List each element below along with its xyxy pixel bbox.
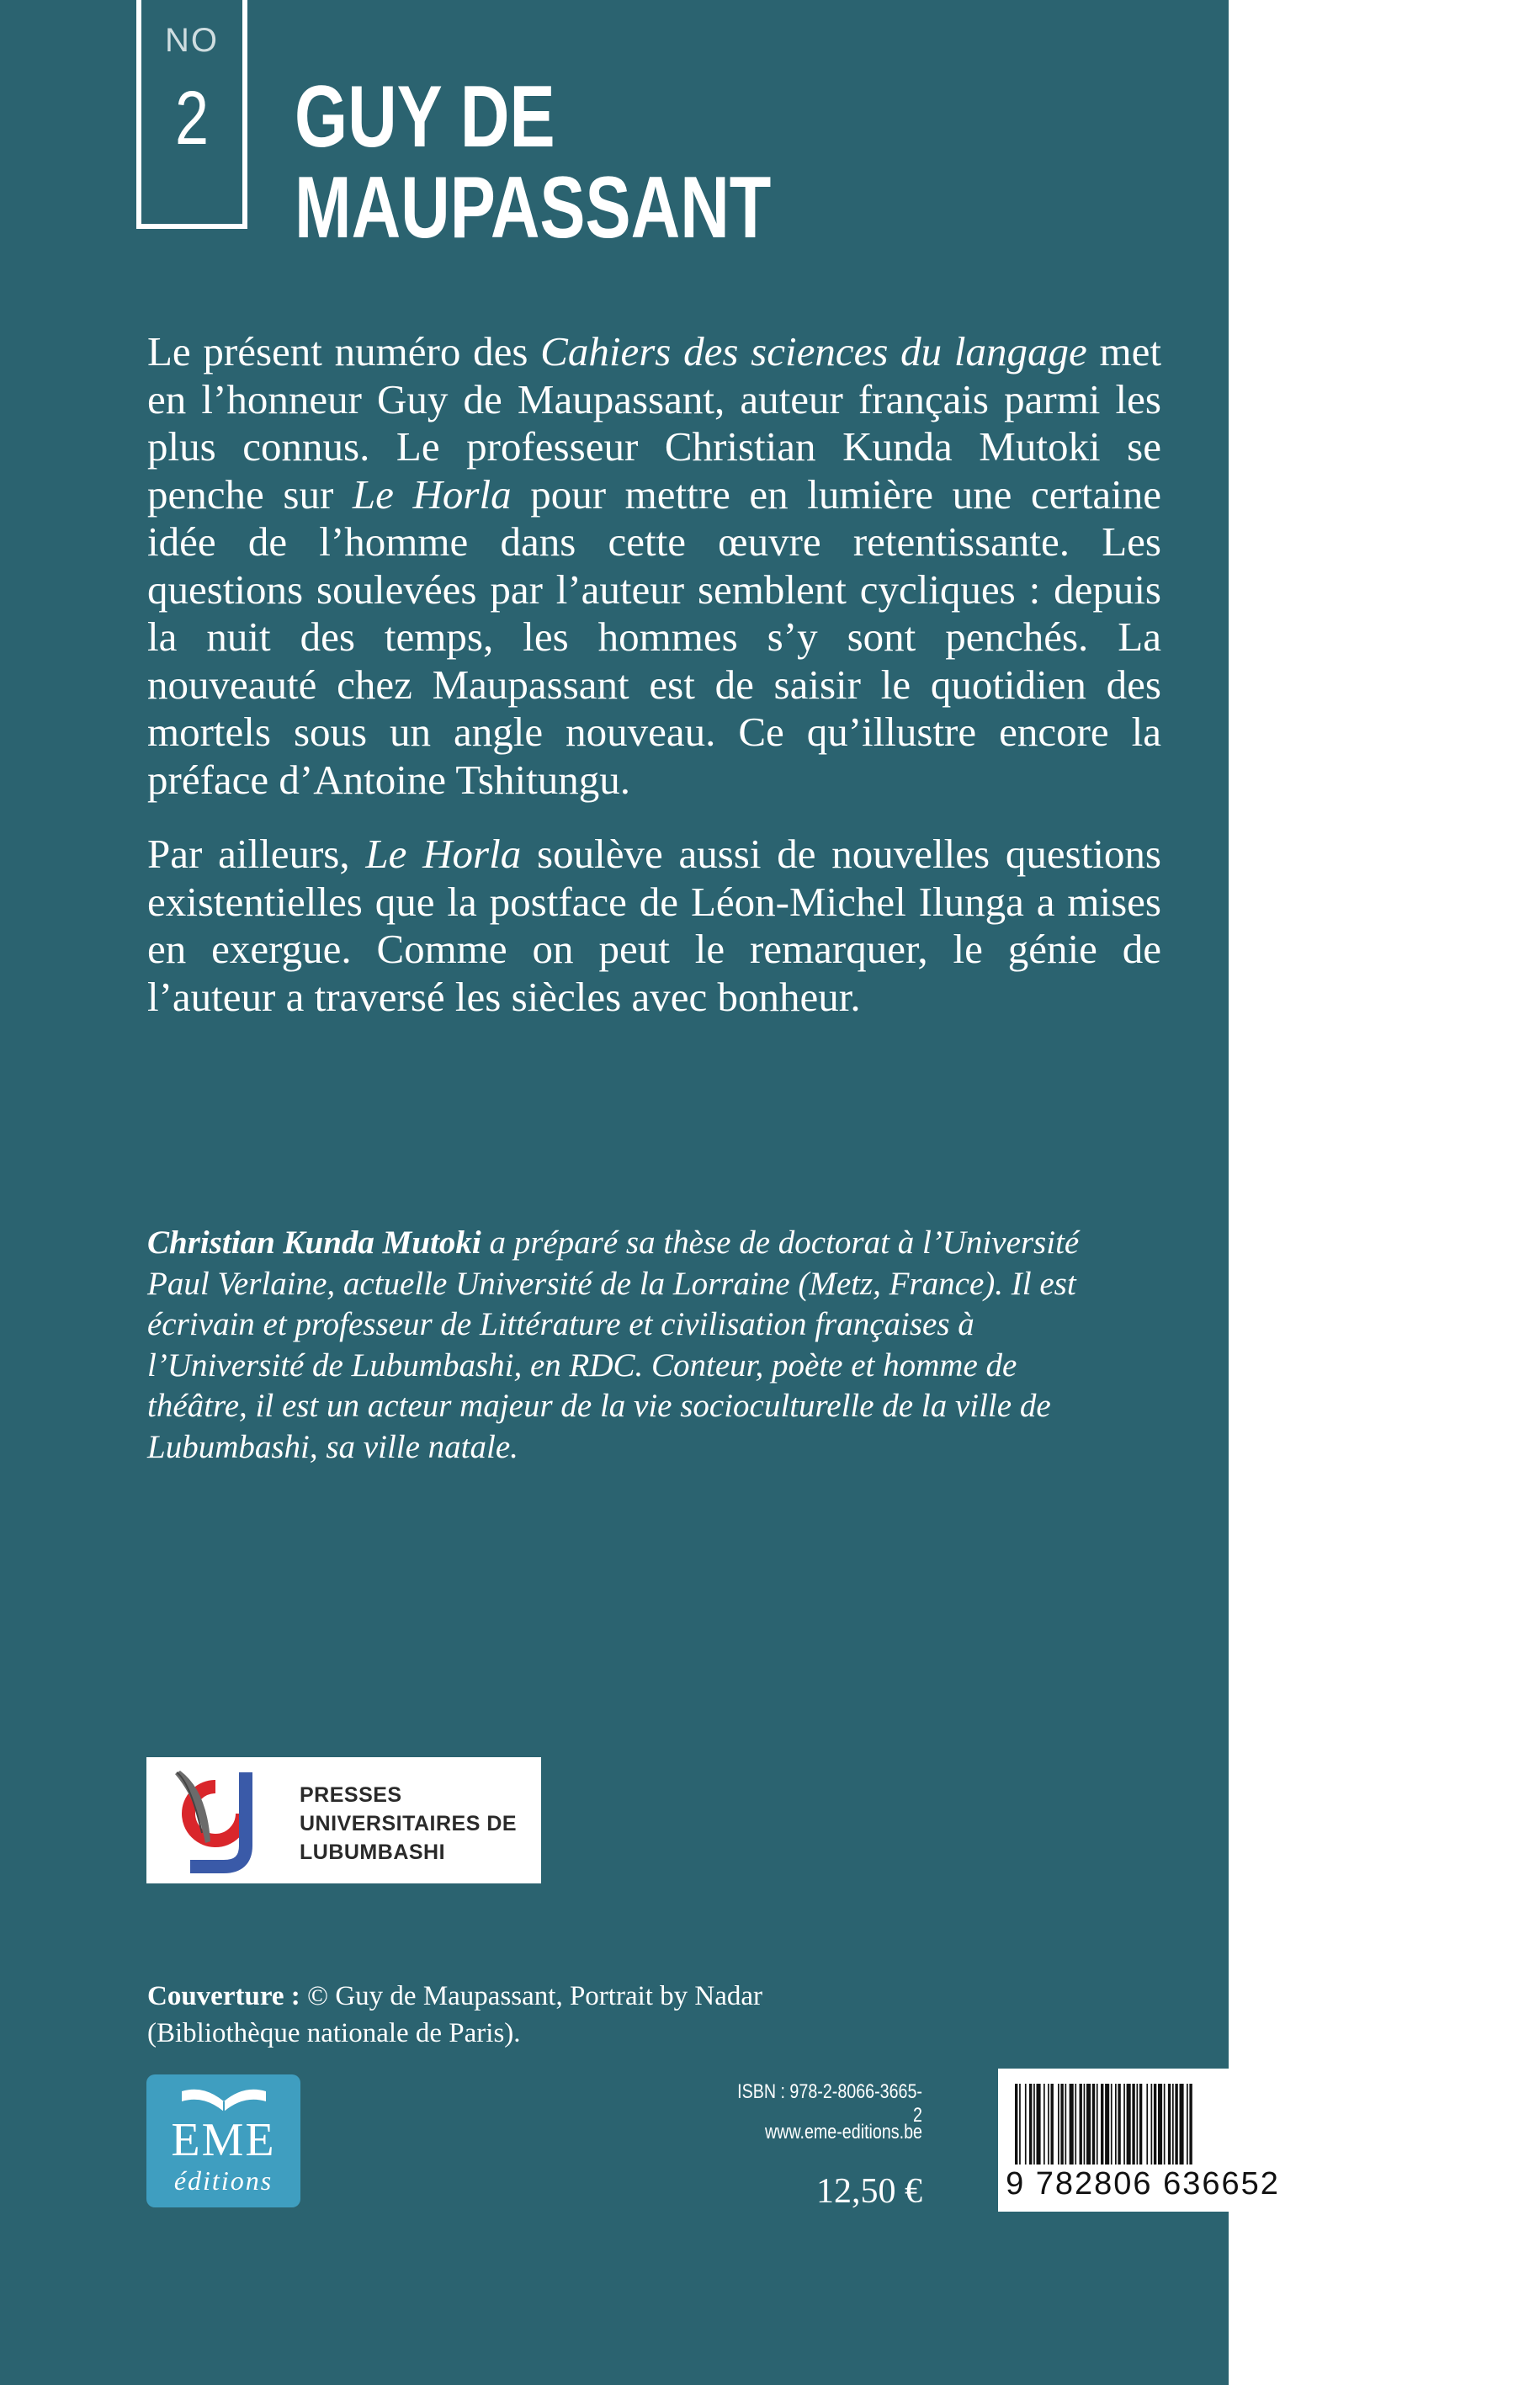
summary-p1-part-c: pour mettre en lumière une certaine idée de l’homme dans cette œuvre retentissante. Les questions soulevées par l’auteur semblent cycliques : depuis la nuit des temps, les hommes s’y sont penchés. La nouveauté chez Maupassant est de saisir le quotidien des mortels sous un angle nouveau. Ce qu’illustre encore la préface d’Antoine Tshitungu. [147, 470, 1161, 803]
credit-text-line2: (Bibliothèque nationale de Paris). [147, 2018, 521, 2048]
barcode-number: 9 782806 636652 [1006, 2166, 1280, 2202]
author-bio-text: a préparé sa thèse de doctorat à l’Université Paul Verlaine, actuelle Université de la Lorraine (Metz, France). Il est écrivain et professeur de Littérature et civilisation françaises à l’Université de Lubumbashi, en RDC. Conteur, poète et homme de théâtre, il est un acteur majeur de la vie socioculturelle de la ville de Lubumbashi, sa ville natale. [147, 1224, 1080, 1465]
barcode-bar [1043, 2084, 1045, 2165]
barcode-bar [1164, 2084, 1166, 2165]
barcode-bar [1187, 2084, 1188, 2165]
barcode-bar [1037, 2084, 1041, 2165]
barcode-bar [1132, 2084, 1134, 2165]
barcode-bar [1048, 2084, 1049, 2165]
price: 12,50 € [816, 2172, 922, 2211]
eme-logo-subtext: éditions [173, 2165, 273, 2196]
barcode-bar [1019, 2084, 1021, 2165]
credit-text-line1: © Guy de Maupassant, Portrait by Nadar [300, 1981, 763, 2011]
barcode-bar [1058, 2084, 1059, 2165]
open-book-icon [178, 2083, 269, 2113]
summary-paragraph-2 [147, 831, 1161, 1021]
quill-logo-icon [165, 1766, 283, 1875]
barcode-bar [1115, 2084, 1117, 2165]
barcode-bar [1060, 2084, 1063, 2165]
eme-editions-logo [146, 2074, 300, 2207]
credit-label: Couverture : [147, 1981, 300, 2011]
summary-text [147, 328, 1161, 1048]
barcode-bar [1154, 2084, 1156, 2165]
barcode-bar [1065, 2084, 1067, 2165]
barcode-bar [1105, 2084, 1109, 2165]
barcode-bar [1146, 2084, 1148, 2165]
barcode-bar [1070, 2084, 1074, 2165]
barcode-bar [1189, 2084, 1192, 2165]
work-title: Le Horla [365, 831, 522, 877]
barcode-bar [1168, 2084, 1171, 2165]
summary-p2-part-b: soulève aussi de nouvelles questions existentielles que la postface de Léon-Michel Ilunga a mises en exergue. Comme on peut le remarquer, le génie de l’auteur a traversé les siècles avec bonheur. [147, 831, 1161, 1020]
barcode [998, 2069, 1288, 2212]
barcode-bar [1092, 2084, 1095, 2165]
barcode-bar [1172, 2084, 1174, 2165]
work-title: Le Horla [352, 470, 512, 518]
barcode-bar [1139, 2084, 1142, 2165]
publisher-logo [146, 1757, 541, 1883]
barcode-bar [1101, 2084, 1103, 2165]
barcode-bar [1127, 2084, 1131, 2165]
summary-p2-part-a: Par ailleurs, [147, 831, 366, 877]
eme-logo-text: EME [171, 2114, 276, 2166]
book-title-line1: GUY DE [295, 68, 555, 166]
author-bio [147, 1223, 1115, 1468]
barcode-bar [1158, 2084, 1162, 2165]
barcode-bar [1180, 2084, 1184, 2165]
book-title-line2: MAUPASSANT [295, 159, 772, 257]
cover-credit [147, 1978, 762, 2052]
barcode-bar [1151, 2084, 1153, 2165]
barcode-bar [1080, 2084, 1082, 2165]
barcode-bar [1084, 2084, 1086, 2165]
barcode-bar [1118, 2084, 1120, 2165]
barcode-bar [1137, 2084, 1139, 2165]
barcode-bar [1086, 2084, 1091, 2165]
barcode-bar [1175, 2084, 1177, 2165]
publisher-logo-text [300, 1781, 517, 1867]
publisher-logo-line2: UNIVERSITAIRES DE [300, 1812, 518, 1835]
barcode-bar [1015, 2084, 1017, 2165]
barcode-bar [1111, 2084, 1113, 2165]
website: www.eme-editions.be [764, 2121, 922, 2143]
journal-title: Cahiers des sciences du langage [540, 328, 1087, 374]
barcode-bar [1029, 2084, 1032, 2165]
book-title [295, 68, 772, 257]
barcode-bar [1033, 2084, 1035, 2165]
barcode-bar [1051, 2084, 1054, 2165]
summary-paragraph-1 [147, 328, 1161, 804]
issue-number-box [136, 0, 247, 229]
summary-p1-part-b: met en l’honneur Guy de Maupassant, auteur français parmi les plus connus. Le professeur Christian Kunda Mutoki se penche sur [147, 328, 1162, 518]
barcode-bar [1025, 2084, 1027, 2165]
isbn: ISBN : 978-2-8066-3665-2 [737, 2080, 922, 2127]
publisher-logo-line3: LUBUMBASHI [300, 1841, 446, 1864]
author-name: Christian Kunda Mutoki [147, 1224, 481, 1261]
barcode-bar [1097, 2084, 1098, 2165]
barcode-bars [1012, 2084, 1274, 2165]
barcode-bar [1123, 2084, 1125, 2165]
summary-p1-part-a: Le présent numéro des [147, 328, 541, 374]
issue-number: 2 [174, 77, 210, 161]
publisher-logo-line1: PRESSES [300, 1783, 402, 1807]
issue-number-label: NO [165, 22, 219, 59]
barcode-bar [1075, 2084, 1076, 2165]
